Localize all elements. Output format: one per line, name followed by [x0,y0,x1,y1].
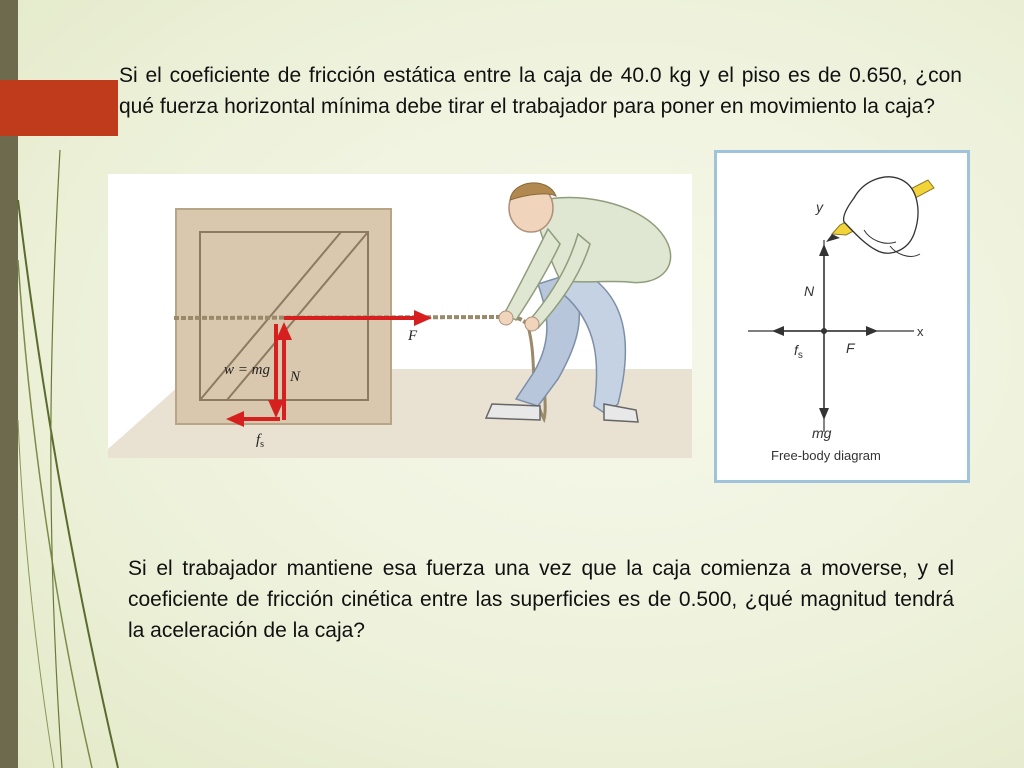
fbd-label-friction: $f_s$ [794,342,803,361]
fbd-border [716,152,969,482]
question-1-text: Si el coeficiente de fricción estática entre la caja de 40.0 kg y el piso es de 0.650, ¿con qué fuerza horizontal mínima debe tirar el trabajador para poner en movimiento la caja? [119,64,962,118]
label-friction: $f_s$ [256,432,265,450]
free-body-diagram [714,150,970,483]
fbd-caption: Free-body diagram [771,448,881,463]
fbd-x-axis-label: x [917,324,924,339]
label-force-f: F [408,328,418,344]
red-title-tab [0,80,118,136]
fbd-label-weight: mg [812,425,832,441]
fbd-origin [821,328,827,334]
worker-crate-illustration [108,174,692,458]
fbd-label-normal: N [804,283,815,299]
fbd-y-axis-label: y [816,199,823,215]
label-weight: w = mg [224,362,270,378]
label-normal: N [290,369,301,385]
fbd-label-force: F [846,340,855,356]
question-2-text: Si el trabajador mantiene esa fuerza una vez que la caja comienza a moverse, y el coeficiente de fricción cinética entre las superficies es de 0.500, ¿qué magnitud tendrá la aceleración de la caja? [128,557,954,642]
